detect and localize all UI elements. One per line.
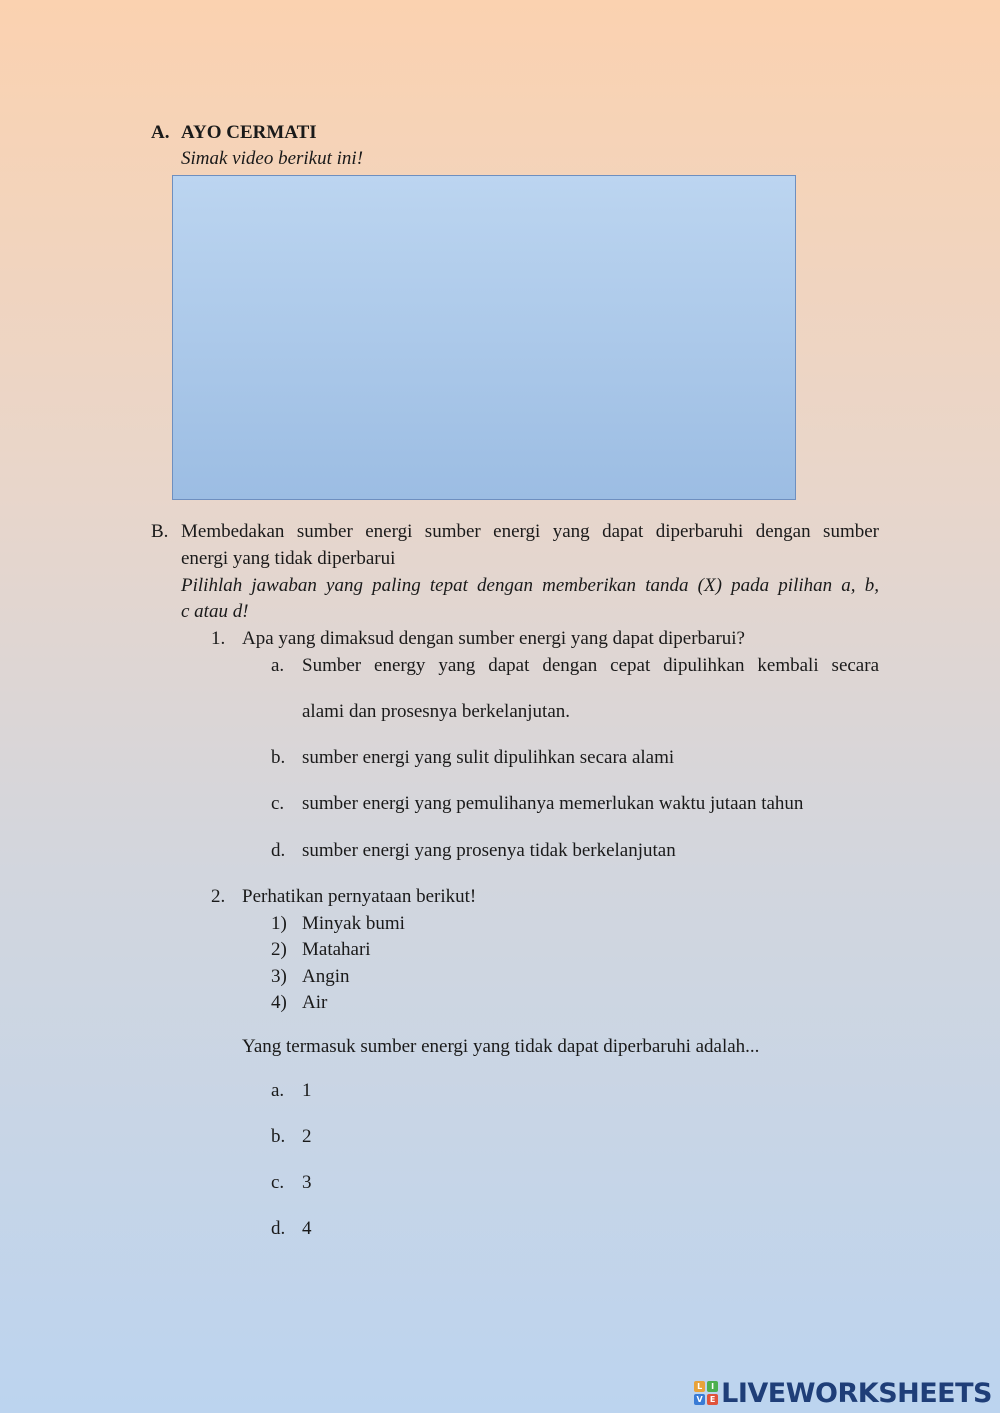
section-b-marker: B. [151, 521, 169, 542]
section-b-heading-line2: energi yang tidak diperbarui [181, 548, 396, 569]
q1-option-c-letter[interactable]: c. [271, 793, 285, 814]
q2-statement-2-text: Matahari [302, 939, 371, 960]
q2-statement-4-num: 4) [271, 992, 287, 1013]
q1-option-a-letter[interactable]: a. [271, 655, 285, 676]
q1-option-d-letter[interactable]: d. [271, 840, 286, 861]
live-icon-v: V [694, 1394, 705, 1405]
q2-option-a-text[interactable]: 1 [302, 1080, 312, 1101]
video-placeholder[interactable] [172, 175, 796, 500]
section-b-instruction-line1: Pilihlah jawaban yang paling tepat dengan memberikan tanda (X) pada pilihan a, b, [181, 575, 879, 596]
section-a-marker: A. [151, 122, 170, 143]
q2-statement-4-text: Air [302, 992, 328, 1013]
q2-option-b-text[interactable]: 2 [302, 1126, 312, 1147]
q2-option-c-text[interactable]: 3 [302, 1172, 312, 1193]
live-icon-e: E [707, 1394, 718, 1405]
q2-statement-1-text: Minyak bumi [302, 913, 405, 934]
q2-statement-1-num: 1) [271, 913, 287, 934]
q1-option-a-text[interactable]: Sumber energy yang dapat dengan cepat dipulihkan kembali secara [302, 655, 879, 676]
section-a-title: AYO CERMATI [181, 122, 317, 143]
section-b-instruction-line2: c atau d! [181, 601, 249, 622]
q2-option-d-text[interactable]: 4 [302, 1218, 312, 1239]
logo-wordmark: LIVEWORKSHEETS [721, 1377, 992, 1409]
liveworksheets-logo[interactable] [694, 1373, 992, 1413]
question-2-prompt: Yang termasuk sumber energi yang tidak dapat diperbaruhi adalah... [242, 1036, 760, 1057]
live-icon-l: L [694, 1381, 705, 1392]
q1-option-b-text[interactable]: sumber energi yang sulit dipulihkan secara alami [302, 747, 675, 768]
q2-statement-3-text: Angin [302, 966, 350, 987]
question-1-text: Apa yang dimaksud dengan sumber energi yang dapat diperbarui? [242, 628, 745, 649]
q2-option-c-letter[interactable]: c. [271, 1172, 285, 1193]
question-2-number: 2. [211, 886, 226, 907]
q1-option-b-letter[interactable]: b. [271, 747, 286, 768]
section-b-heading-line1: Membedakan sumber energi sumber energi yang dapat diperbaruhi dengan sumber [181, 521, 879, 542]
question-2-text: Perhatikan pernyataan berikut! [242, 886, 477, 907]
q1-option-d-text[interactable]: sumber energi yang prosenya tidak berkelanjutan [302, 840, 676, 861]
section-a-instruction: Simak video berikut ini! [181, 148, 364, 169]
live-icon-i: I [707, 1381, 718, 1392]
q2-statement-3-num: 3) [271, 966, 287, 987]
q1-option-a-text-line2[interactable]: alami dan prosesnya berkelanjutan. [302, 701, 571, 722]
live-grid-icon [694, 1381, 718, 1405]
q2-statement-2-num: 2) [271, 939, 287, 960]
question-1-number: 1. [211, 628, 226, 649]
q2-option-a-letter[interactable]: a. [271, 1080, 285, 1101]
q2-option-b-letter[interactable]: b. [271, 1126, 286, 1147]
q1-option-c-text[interactable]: sumber energi yang pemulihanya memerlukan waktu jutaan tahun [302, 793, 804, 814]
q2-option-d-letter[interactable]: d. [271, 1218, 286, 1239]
